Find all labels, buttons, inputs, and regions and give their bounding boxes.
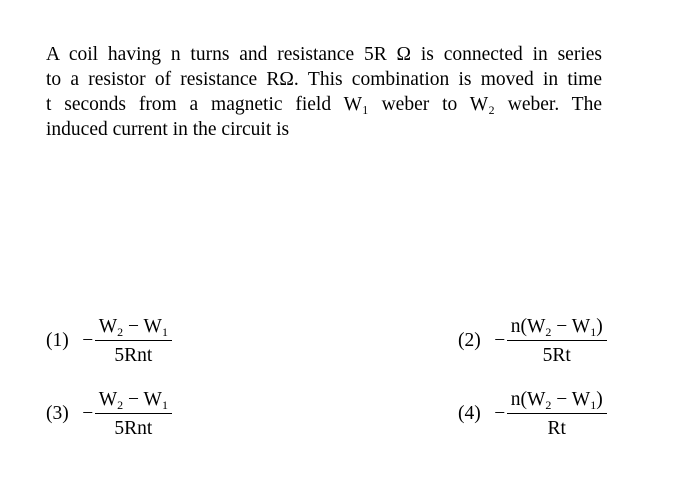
minus-sign: − — [494, 330, 506, 351]
fraction-denominator: 5Rt — [542, 344, 571, 366]
fraction — [95, 317, 172, 365]
question-line: t seconds from a magnetic field W₁ weber to W₂ weber. The — [46, 94, 602, 115]
minus-sign: − — [82, 330, 94, 351]
option-3[interactable] — [46, 390, 172, 438]
minus-sign: − — [494, 403, 506, 424]
fraction-numerator: $W_2 - W_1$ — [95, 317, 172, 341]
fraction — [95, 390, 172, 438]
option-number: (1) — [46, 330, 69, 351]
fraction-numerator: $n(W_2 - W_1)$ — [507, 317, 607, 341]
option-4[interactable] — [458, 390, 607, 438]
fraction — [507, 390, 607, 438]
option-number: (4) — [458, 403, 481, 424]
option-1[interactable] — [46, 317, 172, 365]
fraction-denominator: 5Rnt — [114, 417, 153, 439]
fraction-numerator: $n(W_2 - W_1)$ — [507, 390, 607, 414]
fraction-numerator: $W_2 - W_1$ — [95, 390, 172, 414]
option-number: (2) — [458, 330, 481, 351]
question-line: A coil having n turns and resistance 5R Ω is connected in series — [46, 44, 602, 65]
question-line: to a resistor of resistance RΩ. This combination is moved in time — [46, 69, 602, 90]
option-2[interactable] — [458, 317, 607, 365]
question-line: induced current in the circuit is — [46, 119, 290, 140]
question-text — [46, 42, 602, 142]
fraction-denominator: Rt — [547, 417, 566, 439]
fraction — [507, 317, 607, 365]
minus-sign: − — [82, 403, 94, 424]
fraction-denominator: 5Rnt — [114, 344, 153, 366]
option-number: (3) — [46, 403, 69, 424]
